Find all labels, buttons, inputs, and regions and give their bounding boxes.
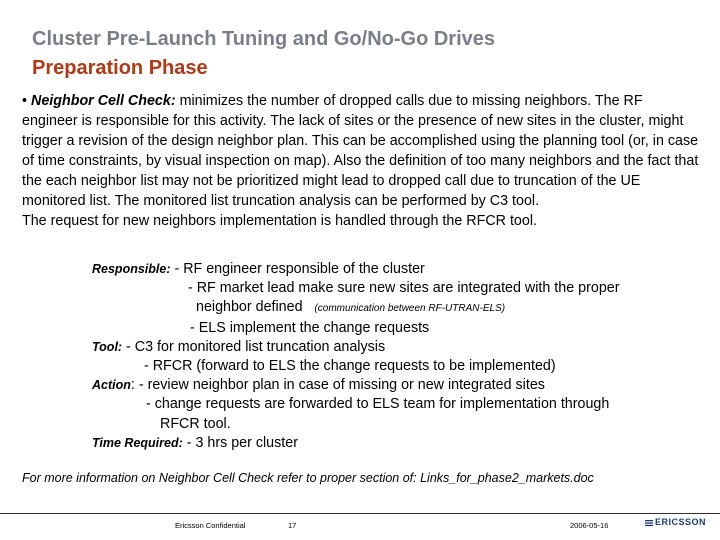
- responsible-row: [92, 319, 702, 338]
- responsible-row: [92, 260, 702, 279]
- action-item: RFCR tool.: [160, 415, 231, 432]
- footer-divider: [0, 513, 720, 514]
- action-item: - change requests are forwarded to ELS team for implementation through: [146, 396, 610, 413]
- responsible-note: (communication between RF-UTRAN-ELS): [314, 303, 506, 315]
- slide-title: Cluster Pre-Launch Tuning and Go/No-Go Drives: [32, 28, 495, 50]
- action-row: [92, 395, 702, 414]
- body-text-2: The request for new neighbors implementation is handled through the RFCR tool.: [22, 213, 537, 229]
- responsible-item: - RF engineer responsible of the cluster: [170, 261, 425, 277]
- responsible-label: Responsible:: [92, 262, 171, 276]
- time-row: [92, 434, 702, 453]
- ericsson-logo: [645, 517, 706, 527]
- footer-confidential: Ericsson Confidential: [175, 521, 246, 530]
- responsible-item: - ELS implement the change requests: [190, 319, 430, 336]
- action-label: Action: [92, 378, 131, 393]
- more-info-note: For more information on Neighbor Cell Check refer to proper section of: Links_for_phase2_markets.doc: [22, 471, 594, 485]
- responsible-item: - RF market lead make sure new sites are integrated with the proper: [188, 280, 620, 297]
- tool-row: [92, 357, 702, 376]
- footer-page-number: 17: [288, 521, 297, 530]
- time-label: Time Required:: [92, 435, 183, 450]
- responsible-row: [92, 279, 702, 298]
- footer-date: 2006-05-16: [570, 521, 609, 530]
- tool-label: Tool:: [92, 339, 123, 354]
- action-item: : - review neighbor plan in case of missing or new integrated sites: [130, 377, 545, 394]
- responsible-row: [92, 298, 702, 318]
- details-block: [92, 260, 702, 453]
- responsible-item: neighbor defined: [196, 299, 303, 316]
- neighbor-cell-check-heading: Neighbor Cell Check:: [31, 93, 176, 109]
- tool-item: - C3 for monitored list truncation analysis: [122, 338, 386, 355]
- bullet: •: [22, 93, 28, 109]
- ericsson-logo-text: ERICSSON: [655, 517, 707, 527]
- tool-row: [92, 338, 702, 357]
- body-text: minimizes the number of dropped calls due to missing neighbors. The RF engineer is responsible for this activity. The lack of sites or the presence of new sites in the cluster, might trigger a revision of the design neighbor plan. This can be accomplished using the planning tool (or, in case of time constraints, by visual inspection on map). Also the definition of too many neighbors and the fact that the each neighbor list may not be prioritized might lead to dropped call due to truncation of the UE monitored list. The monitored list truncation analysis can be performed by C3 tool.: [22, 93, 699, 209]
- action-row: [92, 415, 702, 434]
- time-value: - 3 hrs per cluster: [182, 434, 298, 451]
- ericsson-logo-icon: [645, 519, 653, 527]
- slide-subtitle: Preparation Phase: [32, 57, 208, 79]
- tool-item: - RFCR (forward to ELS the change requests to be implemented): [144, 358, 556, 375]
- action-row: [92, 376, 702, 395]
- body-paragraph: [22, 91, 702, 231]
